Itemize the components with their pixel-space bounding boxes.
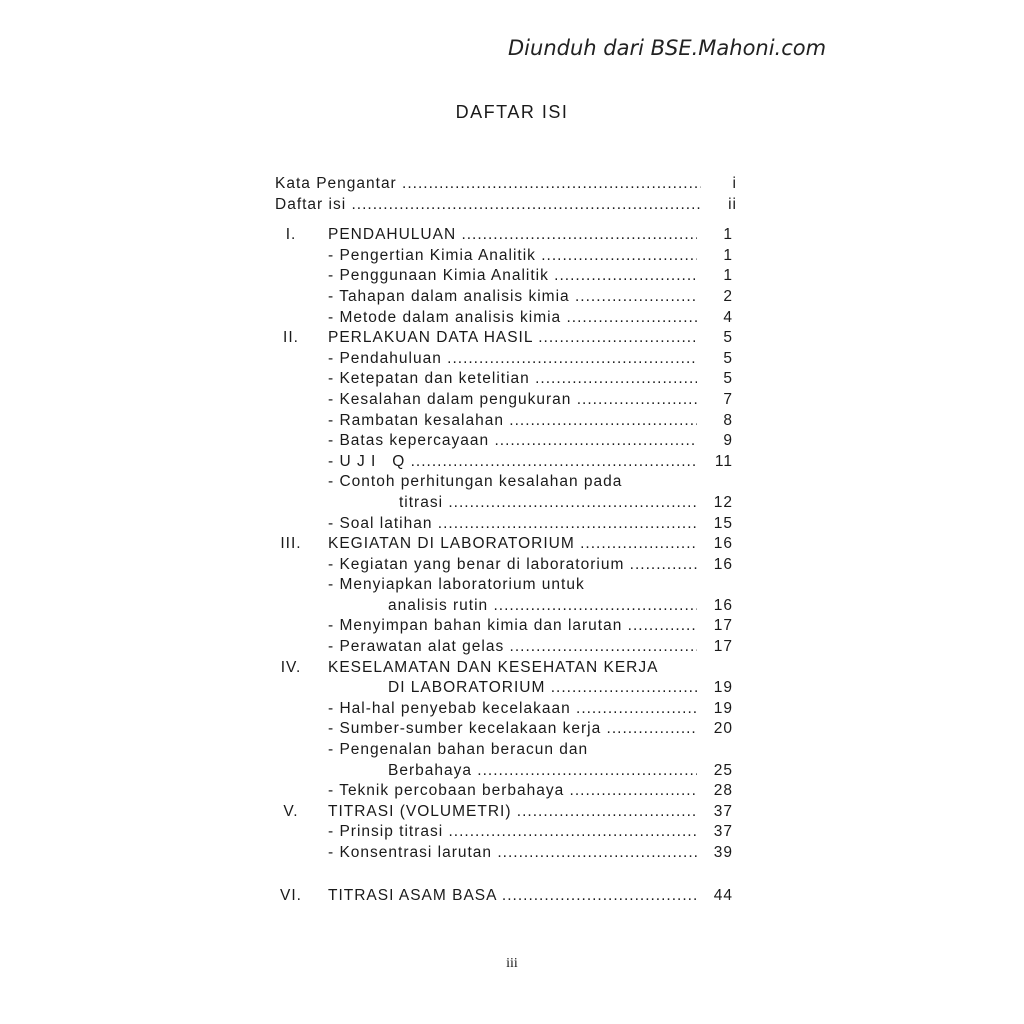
toc-item-page: 5 bbox=[723, 370, 733, 388]
toc-item-continuation[interactable] bbox=[275, 493, 745, 514]
toc-item-label-continued: analisis rutin ..... bbox=[388, 596, 697, 617]
toc-chapter-4[interactable] bbox=[275, 658, 745, 679]
toc-chapter-1[interactable] bbox=[275, 225, 745, 246]
toc-item-page: 12 bbox=[713, 493, 733, 511]
toc-item[interactable] bbox=[275, 472, 745, 493]
toc-item-label: - Ketepatan dan ketelitian ..... bbox=[328, 369, 697, 390]
toc-chapter-3[interactable] bbox=[275, 534, 745, 555]
toc-item-page: 20 bbox=[713, 720, 733, 738]
chapter-title: TITRASI ASAM BASA ..... bbox=[328, 886, 697, 907]
chapter-number: III. bbox=[280, 535, 302, 553]
toc-chapter-5[interactable] bbox=[275, 802, 745, 823]
toc-item[interactable] bbox=[275, 822, 745, 843]
toc-entry-page: ii bbox=[728, 195, 737, 213]
toc-item-page: 39 bbox=[713, 844, 733, 861]
toc-item-label: - Konsentrasi larutan ..... bbox=[328, 843, 697, 864]
toc-item-label: - Contoh perhitungan kesalahan pada bbox=[328, 473, 623, 491]
toc-item-page: 1 bbox=[723, 246, 733, 264]
toc-item-label: - Pengertian Kimia Analitik ..... bbox=[328, 246, 697, 267]
toc-item[interactable] bbox=[275, 843, 745, 864]
toc-item-page: 16 bbox=[713, 555, 733, 573]
chapter-page: 16 bbox=[713, 535, 733, 553]
chapter-title: KESELAMATAN DAN KESEHATAN KERJA bbox=[328, 658, 659, 676]
chapter-page: 44 bbox=[713, 886, 733, 904]
toc-item-label: - Menyimpan bahan kimia dan larutan ..... bbox=[328, 616, 697, 637]
toc-item-page: 11 bbox=[714, 452, 733, 470]
toc-item[interactable] bbox=[275, 369, 745, 390]
toc-entry-page: i bbox=[732, 175, 737, 192]
toc-item-continuation[interactable] bbox=[275, 596, 745, 617]
page-title: DAFTAR ISI bbox=[455, 102, 569, 122]
toc-item-label: - Pendahuluan ..... bbox=[328, 349, 697, 370]
toc-item-label: - Teknik percobaan berbahaya ..... bbox=[328, 781, 697, 802]
toc-item-page: 37 bbox=[713, 823, 733, 841]
chapter-page: 5 bbox=[723, 329, 733, 347]
toc-item[interactable] bbox=[275, 781, 745, 802]
toc-item-page: 4 bbox=[723, 308, 733, 326]
toc-item[interactable] bbox=[275, 514, 745, 535]
toc-item-page: 7 bbox=[723, 390, 733, 408]
toc-item-label: - Rambatan kesalahan ..... bbox=[328, 411, 697, 432]
toc-item[interactable] bbox=[275, 266, 745, 287]
toc-item[interactable] bbox=[275, 575, 745, 596]
chapter-title: KEGIATAN DI LABORATORIUM ..... bbox=[328, 534, 697, 555]
chapter-page: 37 bbox=[713, 802, 733, 820]
toc-item-label: - Pengenalan bahan beracun dan bbox=[328, 741, 589, 759]
chapter-number: V. bbox=[283, 802, 299, 820]
toc-item-page: 1 bbox=[723, 267, 733, 285]
toc-item[interactable] bbox=[275, 637, 745, 658]
toc-item-label: - U J I Q ..... bbox=[328, 452, 697, 473]
toc-item-label: - Metode dalam analisis kimia ..... bbox=[328, 308, 697, 329]
toc-item-label: - Batas kepercayaan ..... bbox=[328, 431, 697, 452]
toc-item[interactable] bbox=[275, 699, 745, 720]
toc-item-page: 8 bbox=[723, 411, 733, 429]
toc-item-label: - Soal latihan ..... bbox=[328, 514, 697, 535]
toc-item-page: 5 bbox=[723, 349, 733, 367]
toc-item[interactable] bbox=[275, 452, 745, 473]
toc-item[interactable] bbox=[275, 431, 745, 452]
toc-entry-label: Daftar isi ..... bbox=[275, 195, 701, 216]
toc-item[interactable] bbox=[275, 555, 745, 576]
table-of-contents bbox=[275, 174, 745, 906]
toc-item-label: - Prinsip titrasi ..... bbox=[328, 822, 697, 843]
toc-item[interactable] bbox=[275, 719, 745, 740]
chapter-title: PERLAKUAN DATA HASIL ..... bbox=[328, 328, 697, 349]
toc-chapter-2[interactable] bbox=[275, 328, 745, 349]
toc-item[interactable] bbox=[275, 616, 745, 637]
watermark-text: Diunduh dari BSE.Mahoni.com bbox=[508, 36, 827, 60]
chapter-title-continued: DI LABORATORIUM ..... bbox=[388, 678, 697, 699]
toc-entry-label: Kata Pengantar ..... bbox=[275, 174, 701, 195]
chapter-page: 1 bbox=[723, 226, 733, 244]
toc-item[interactable] bbox=[275, 308, 745, 329]
toc-item-page: 28 bbox=[713, 782, 733, 800]
toc-item[interactable] bbox=[275, 246, 745, 267]
toc-item-page: 17 bbox=[713, 617, 733, 635]
chapter-number: II. bbox=[283, 329, 299, 347]
chapter-number: VI. bbox=[280, 886, 302, 904]
toc-entry-kata-pengantar[interactable] bbox=[275, 174, 745, 195]
toc-item-label: - Menyiapkan laboratorium untuk bbox=[328, 576, 585, 594]
toc-item-label: - Sumber-sumber kecelakaan kerja ..... bbox=[328, 719, 697, 740]
toc-item-label: - Tahapan dalam analisis kimia ..... bbox=[328, 287, 697, 308]
toc-entry-daftar-isi[interactable] bbox=[275, 195, 745, 216]
chapter-number: IV. bbox=[280, 658, 302, 676]
toc-item-page: 9 bbox=[723, 432, 733, 450]
toc-item-label: - Kesalahan dalam pengukuran ..... bbox=[328, 390, 697, 411]
toc-item[interactable] bbox=[275, 411, 745, 432]
toc-item-label: - Penggunaan Kimia Analitik ..... bbox=[328, 266, 697, 287]
chapter-title: TITRASI (VOLUMETRI) ..... bbox=[328, 802, 697, 823]
toc-item[interactable] bbox=[275, 740, 745, 761]
toc-item-label: - Perawatan alat gelas ..... bbox=[328, 637, 697, 658]
toc-item-continuation[interactable] bbox=[275, 761, 745, 782]
toc-item-page: 19 bbox=[713, 699, 733, 717]
toc-item[interactable] bbox=[275, 390, 745, 411]
chapter-page: 19 bbox=[713, 679, 733, 697]
chapter-number: I. bbox=[285, 226, 297, 244]
toc-item-page: 15 bbox=[713, 514, 733, 532]
toc-item-label: - Kegiatan yang benar di laboratorium ..... bbox=[328, 555, 697, 576]
page-number: iii bbox=[506, 956, 518, 971]
toc-chapter-4-continuation[interactable] bbox=[275, 678, 745, 699]
toc-chapter-6[interactable] bbox=[275, 886, 745, 907]
chapter-title: PENDAHULUAN ..... bbox=[328, 225, 697, 246]
toc-item-page: 16 bbox=[713, 596, 733, 614]
toc-item[interactable] bbox=[275, 287, 745, 308]
toc-item-page: 2 bbox=[723, 287, 733, 305]
toc-item-page: 25 bbox=[713, 761, 733, 779]
toc-item-label: - Hal-hal penyebab kecelakaan ..... bbox=[328, 699, 697, 720]
toc-item-label-continued: Berbahaya ..... bbox=[388, 761, 697, 782]
toc-item-page: 17 bbox=[713, 638, 733, 656]
toc-item[interactable] bbox=[275, 349, 745, 370]
toc-item-label-continued: titrasi ..... bbox=[399, 493, 697, 514]
